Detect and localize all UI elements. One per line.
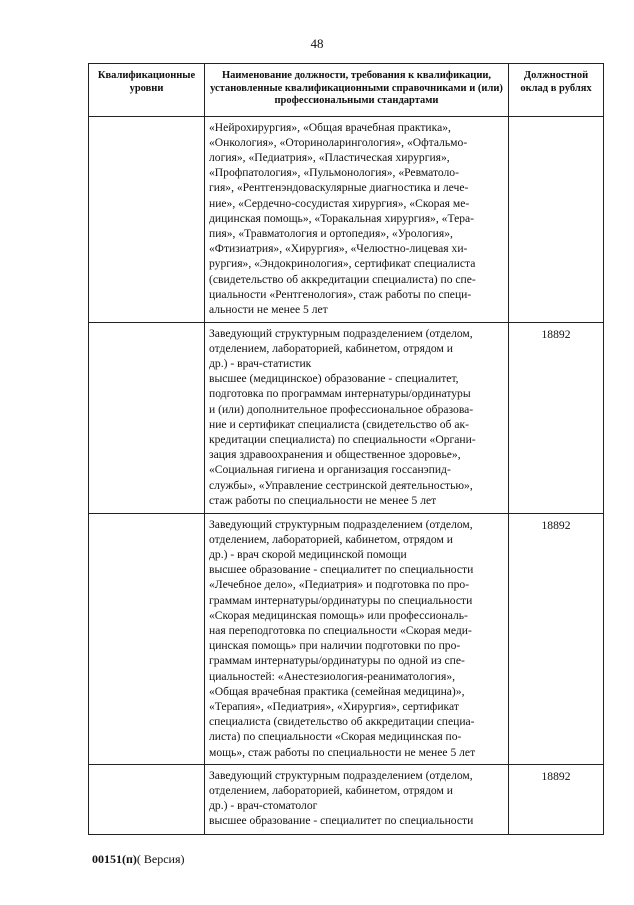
qualification-table [88, 63, 604, 835]
salary-cell [509, 116, 604, 322]
position-cell: Заведующий структурным подразделением (отделом, отделением, лабораторией, кабинетом, отрядом и др.) - врач-стоматолог высшее образование - специалитет по специальности [205, 764, 509, 834]
document-version: ( Версия) [136, 852, 185, 866]
header-levels: Квалификационные уровни [89, 64, 205, 117]
position-cell: «Нейрохирургия», «Общая врачебная практика», «Онкология», «Оториноларингология», «Офтальмо- логия», «Педиатрия», «Пластическая хирургия», «Профпатология», «Пульмонология», «Ревматоло- гия», «Рентгенэндоваскулярные диагностика и лече- ние», «Сердечно-сосудистая хирургия», «Скорая ме- дицинская помощь», «Торакальная хирургия», «Тера- пия», «Травматология и ортопедия», «Урология», «Фтизиатрия», «Хирургия», «Челюстно-лицевая хи- рургия», «Эндокринология», сертификат специалиста (свидетельство об аккредитации специалиста) по спе- циальности «Рентгенология», стаж работы по специ- альности не менее 5 лет [205, 116, 509, 322]
position-cell: Заведующий структурным подразделением (отделом, отделением, лабораторией, кабинетом, отрядом и др.) - врач скорой медицинской помощи высшее образование - специалитет по специальности «Лечебное дело», «Педиатрия» и подготовка по про- граммам интернатуры/ординатуры по специальности «Скорая медицинская помощь» или профессиональ- ная переподготовка по специальности «Скорая меди- цинская помощь» при наличии подготовки по про- граммам интернатуры/ординатуры по одной из спе- циальностей: «Анестезиология-реаниматология», «Общая врачебная практика (семейная медицина)», «Терапия», «Педиатрия», «Хирургия», сертификат специалиста (свидетельство об аккредитации специа- листа) по специальности «Скорая медицинская по- мощь», стаж работы по специальности не менее 5 лет [205, 513, 509, 764]
level-cell [89, 116, 205, 322]
table-header-row [89, 64, 604, 117]
table-row [89, 322, 604, 513]
table-row [89, 764, 604, 834]
salary-cell: 18892 [509, 322, 604, 513]
document-footer [92, 852, 185, 867]
header-salary: Должностной оклад в рублях [509, 64, 604, 117]
page-number: 48 [310, 36, 324, 51]
position-cell: Заведующий структурным подразделением (отделом, отделением, лабораторией, кабинетом, отрядом и др.) - врач-статистик высшее (медицинское) образование - специалитет, подготовка по программам интернатуры/ординатуры и (или) дополнительное профессиональное образова- ние и сертификат специалиста (свидетельство об ак- кредитации специалиста) по специальности «Органи- зация здравоохранения и общественное здоровье», «Социальная гигиена и организация госсанэпид- службы», «Управление сестринской деятельностью», стаж работы по специальности не менее 5 лет [205, 322, 509, 513]
salary-cell: 18892 [509, 513, 604, 764]
level-cell [89, 764, 205, 834]
level-cell [89, 322, 205, 513]
table-row [89, 513, 604, 764]
level-cell [89, 513, 205, 764]
salary-cell: 18892 [509, 764, 604, 834]
document-code: 00151(п) [92, 852, 137, 866]
table-row [89, 116, 604, 322]
header-position-requirements: Наименование должности, требования к квалификации, установленные квалификационными справочниками и (или) профессиональными стандартами [205, 64, 509, 117]
